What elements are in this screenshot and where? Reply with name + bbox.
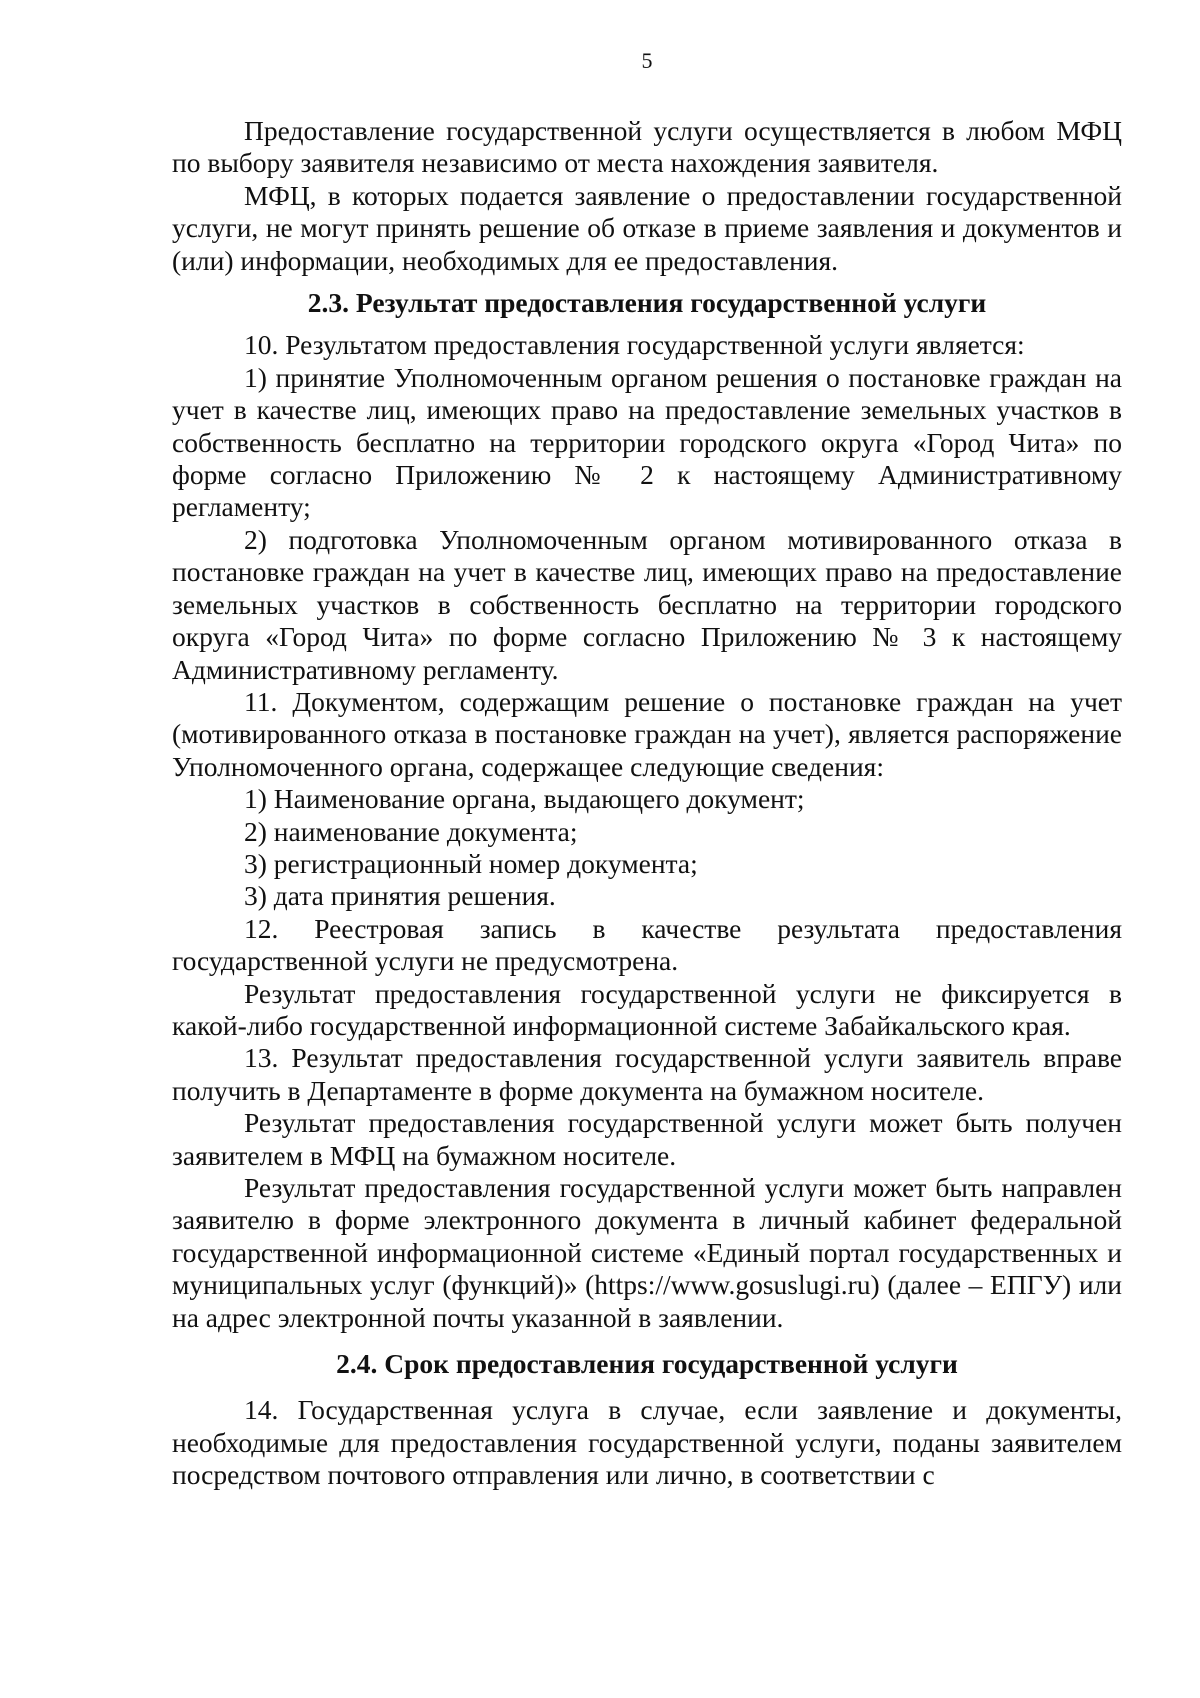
section-heading-2-3: 2.3. Результат предоставления государственной услуги — [307, 287, 987, 319]
paragraph: Предоставление государственной услуги осуществляется в любом МФЦ по выбору заявителя независимо от места нахождения заявителя. — [172, 115, 1122, 179]
paragraph: 10. Результатом предоставления государственной услуги является: — [244, 329, 1025, 361]
paragraph: Результат предоставления государственной услуги может быть получен заявителем в МФЦ на бумажном носителе. — [172, 1107, 1122, 1171]
paragraph: Результат предоставления государственной услуги не фиксируется в какой-либо государственной информационной системе Забайкальского края. — [172, 977, 1122, 1041]
paragraph: 2) подготовка Уполномоченным органом мотивированного отказа в постановке граждан на учет в качестве лиц, имеющих право на предоставление земельных участков в собственность бесплатно на территории городского округа «Город Чита» по форме согласно Приложению № 3 к настоящему Административному регламенту. — [172, 523, 1122, 685]
page-number: 5 — [641, 48, 653, 73]
list-item: 2) наименование документа; — [244, 815, 578, 847]
paragraph: 12. Реестровая запись в качестве результата предоставления государственной услуги не предусмотрена. — [172, 912, 1122, 977]
paragraph: 14. Государственная услуга в случае, если заявление и документы, необходимые для предоставления государственной услуги, поданы заявителем посредством почтового отправления или лично, в соответствии с — [172, 1394, 1122, 1491]
paragraph: Результат предоставления государственной услуги может быть направлен заявителю в форме электронного документа в личный кабинет федеральной государственной информационной системе «Единый портал государственных и муниципальных услуг (функций)» (https://www.gosuslugi.ru) (далее – ЕПГУ) или на адрес электронной почты указанной в заявлении. — [172, 1172, 1122, 1333]
paragraph: 1) принятие Уполномоченным органом решения о постановке граждан на учет в качестве лиц, имеющих право на предоставление земельных участков в собственность бесплатно на территории городского округа «Город Чита» по форме согласно Приложению № 2 к настоящему Административному регламенту; — [172, 361, 1122, 523]
document-body — [172, 115, 1122, 1492]
paragraph: МФЦ, в которых подается заявление о предоставлении государственной услуги, не могут принять решение об отказе в приеме заявления и документов и (или) информации, необходимых для ее предоставления. — [172, 179, 1122, 276]
paragraph: 13. Результат предоставления государственной услуги заявитель вправе получить в Департаменте в форме документа на бумажном носителе. — [172, 1042, 1122, 1106]
list-item: 1) Наименование органа, выдающего документ; — [244, 783, 805, 815]
section-heading-2-4: 2.4. Срок предоставления государственной услуги — [336, 1348, 958, 1380]
list-item: 3) дата принятия решения. — [244, 880, 556, 912]
paragraph: 11. Документом, содержащим решение о постановке граждан на учет (мотивированного отказа в постановке граждан на учет), является распоряжение Уполномоченного органа, содержащее следующие сведения: — [172, 685, 1122, 782]
list-item: 3) регистрационный номер документа; — [244, 847, 698, 879]
